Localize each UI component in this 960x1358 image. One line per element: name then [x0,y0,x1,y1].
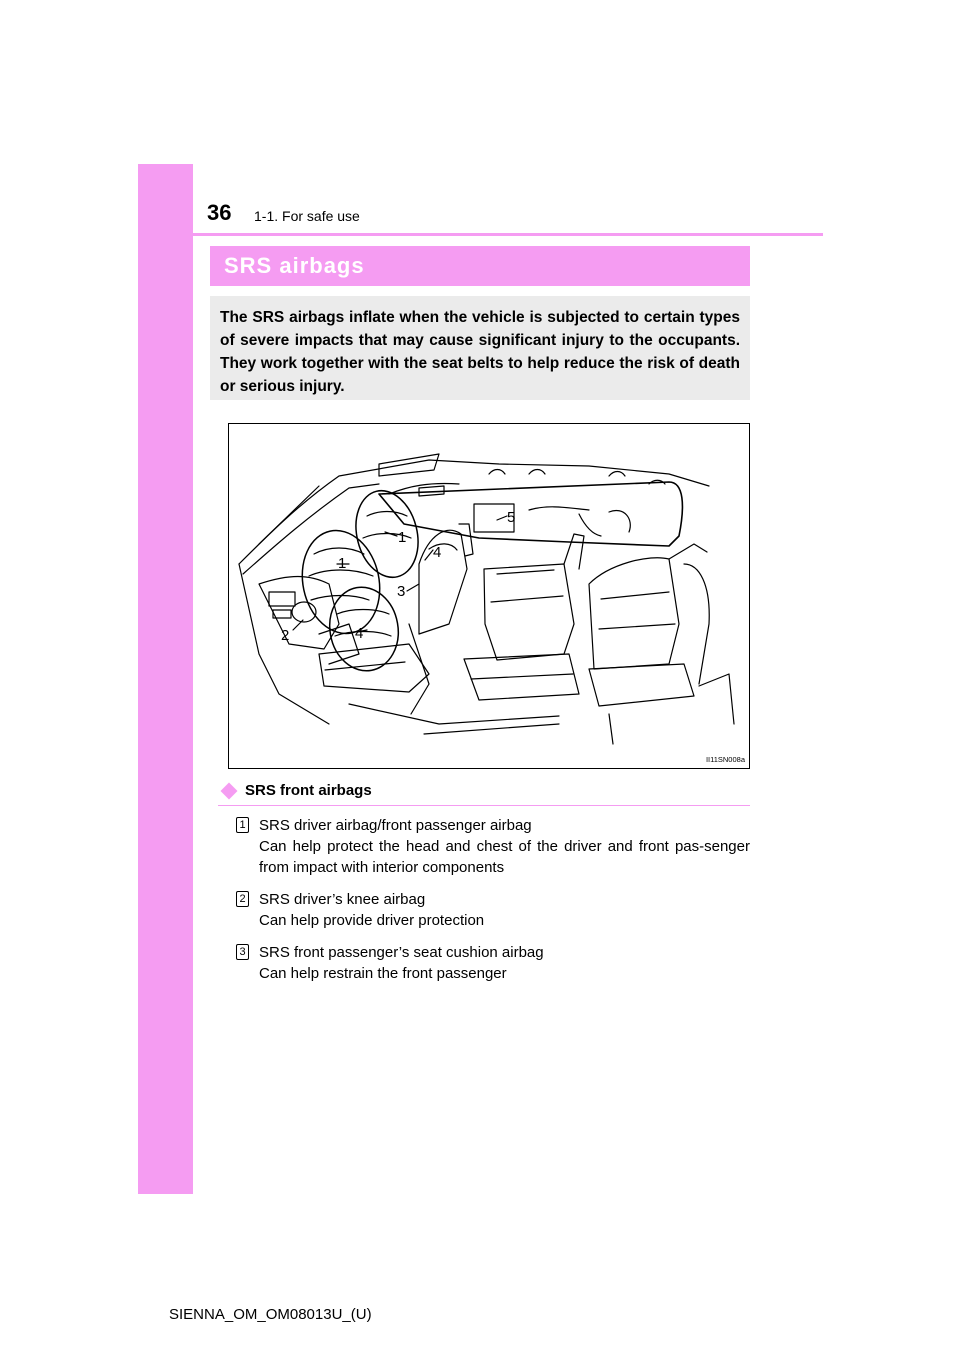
intro-box [210,296,750,400]
callout-2: 2 [281,627,290,644]
callout-4a: 4 [433,544,442,561]
callout-1b: 1 [338,555,347,572]
callout-3: 3 [397,583,406,600]
item-name: SRS driver airbag/front passenger airbag [259,817,532,834]
subsection-rule [218,805,750,806]
callout-4b: 4 [355,625,364,642]
list-item [236,815,750,878]
item-description: Can help restrain the front passenger [259,965,507,982]
page-number: 36 [207,200,232,225]
item-description: Can help protect the head and chest of the driver and front pas-senger from impact with interior components [259,838,750,876]
page-title: SRS airbags [224,253,365,278]
item-description: Can help provide driver protection [259,912,485,929]
item-name: SRS front passenger’s seat cushion airbag [259,944,544,961]
airbag-illustration [228,423,750,769]
airbag-list [236,815,750,995]
intro-text: The SRS airbags inflate when the vehicle is subjected to certain types of severe impacts that may cause significant injury to the occupants. They work together with the seat belts to help reduce the risk of death or serious injury. [220,309,740,395]
list-item [236,889,750,931]
list-item [236,942,750,984]
title-banner [210,246,750,286]
header-rule [193,233,823,236]
item-number-badge: 3 [236,944,249,960]
callout-1a: 1 [398,529,407,546]
callout-5: 5 [507,509,516,526]
item-number-badge: 2 [236,891,249,907]
figure-code: II11SN008a [705,755,745,764]
subsection-heading [220,782,372,799]
diamond-bullet-icon [221,782,238,799]
item-number-badge: 1 [236,817,249,833]
vehicle-interior-drawing [229,424,749,768]
item-name: SRS driver’s knee airbag [259,891,426,908]
side-tab-band [138,164,193,1194]
section-heading: 1-1. For safe use [254,208,360,224]
subsection-title: SRS front airbags [245,782,372,799]
footer-doc-code: SIENNA_OM_OM08013U_(U) [169,1306,372,1323]
